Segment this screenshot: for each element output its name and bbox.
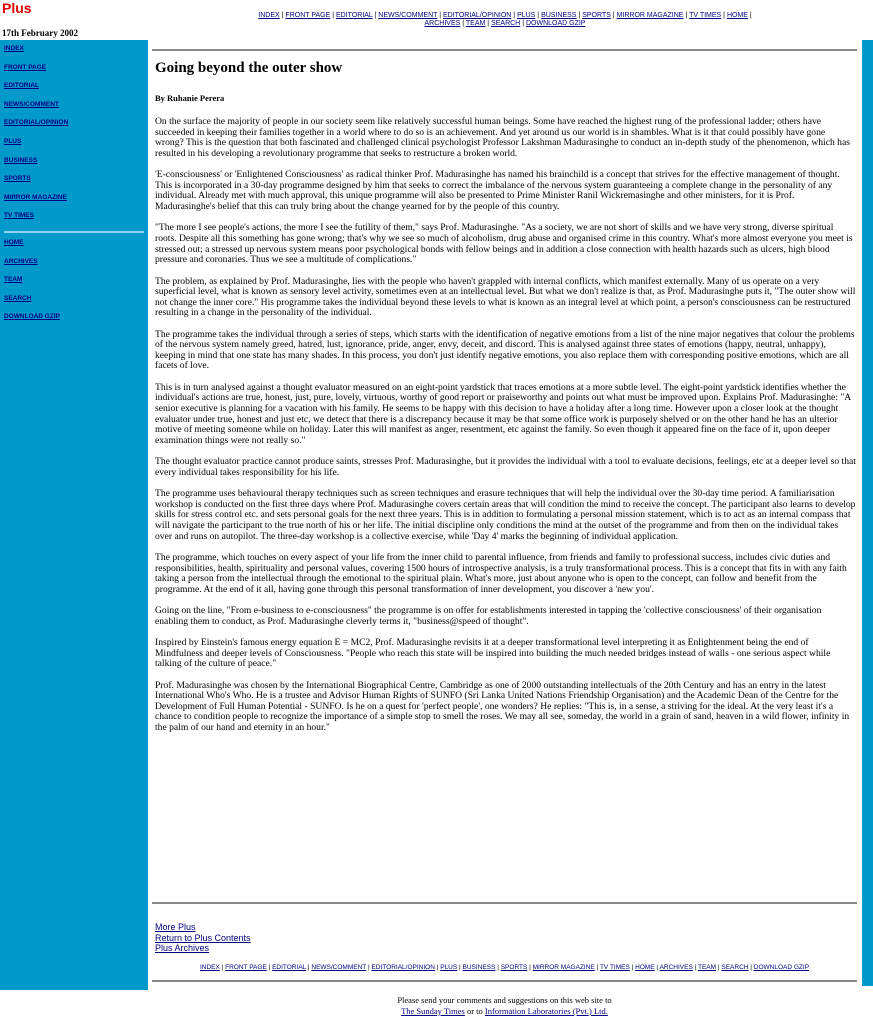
more-plus-link[interactable]: More Plus [155, 922, 196, 932]
nav-link-archives[interactable]: ARCHIVES [659, 964, 693, 971]
nav-link-mirror-magazine[interactable]: MIRROR MAGAZINE [616, 12, 684, 19]
section-title: Plus [2, 0, 32, 16]
right-strip [862, 40, 873, 986]
sidebar-item-editorial[interactable]: EDITORIAL [4, 82, 39, 90]
article-paragraph: The thought evaluator practice cannot produce saints, stresses Prof. Madurasinghe, but it provides the individual with a tool to evaluate decisions, feelings, etc at a deeper level so that every individual takes responsibility for his life. [155, 456, 856, 478]
article-paragraph: The problem, as explained by Prof. Madurasinghe, lies with the people who haven't grappled with internal conflicts, which manifest externally. Many of us operate on a very superficial level, what is known as sensory level activity, sometimes even at an intellectual level. But what we don't realize is that, as Prof. Madurasinghe puts it, "The outer show will not change the inner core." His programme takes the individual beyond these levels to what is known as an integral level at which point, a person's consciousness can be restructured resulting in a change in the personality of the individual. [155, 275, 856, 319]
issue-date: 17th February 2002 [2, 28, 78, 38]
nav-link-sports[interactable]: SPORTS [500, 964, 528, 971]
footer [152, 995, 857, 1017]
divider [152, 902, 857, 904]
nav-link-mirror-magazine[interactable]: MIRROR MAGAZINE [532, 964, 595, 971]
nav-link-news-comment[interactable]: NEWS/COMMENT [311, 964, 367, 971]
nav-link-editorial[interactable]: EDITORIAL [272, 964, 307, 971]
nav-link-plus[interactable]: PLUS [440, 964, 458, 971]
nav-link-business[interactable]: BUSINESS [462, 964, 496, 971]
sidebar-divider [4, 231, 144, 233]
sidebar-item-mirror-magazine[interactable]: MIRROR MAGAZINE [4, 193, 67, 201]
article-paragraph: Going on the line, "From e-business to e-consciousness" the programme is on offer for establishments interested in tapping the 'collective consciousness' of their organisation enabling them to conduct, as Prof. Madurasinghe cleverly terms it, "business@speed of thought". [155, 605, 822, 627]
sidebar-item-download-gzip[interactable]: DOWNLOAD GZIP [4, 313, 60, 321]
nav-link-index[interactable]: INDEX [199, 964, 220, 971]
divider [152, 980, 857, 982]
article [155, 60, 856, 744]
nav-link-sports[interactable]: SPORTS [582, 12, 611, 19]
nav-link-search[interactable]: SEARCH [491, 20, 521, 27]
nav-link-news-comment[interactable]: NEWS/COMMENT [378, 12, 438, 19]
sidebar-nav [0, 40, 148, 990]
sidebar-item-tv-times[interactable]: TV TIMES [4, 212, 34, 220]
sidebar-item-search[interactable]: SEARCH [4, 294, 32, 302]
nav-link-editorial-opinion[interactable]: EDITORIAL/OPINION [443, 12, 512, 19]
nav-link-business[interactable]: BUSINESS [541, 12, 577, 19]
sidebar-item-editorial-opinion[interactable]: EDITORIAL/OPINION [4, 119, 69, 127]
plus-archives-link[interactable]: Plus Archives [155, 943, 210, 953]
nav-link-tv-times[interactable]: TV TIMES [599, 964, 630, 971]
sidebar-item-team[interactable]: TEAM [4, 276, 23, 284]
nav-link-team[interactable]: TEAM [698, 964, 717, 971]
top-nav: INDEX | FRONT PAGE | EDITORIAL | NEWS/COMMENT | EDITORIAL/OPINION | PLUS | BUSINESS | SPORTS | MIRROR MAGAZINE | TV TIMES | HOME | ARCHIVES | TEAM | SEARCH | DOWNLOAD GZIP [258, 12, 752, 27]
article-paragraph: Prof. Madurasinghe was chosen by the International Biographical Centre, Cambridge as one of 2000 outstanding intellectuals of the 20th Century and has an entry in the latest International Who's Who. He is a trustee and Advisor Human Rights of SUNFO (Sri Lanka United Nations Friendship Organisation) and the Academic Dean of the Centre for the Development of Full Human Potential - SUNFO. Is he on a quest for 'perfect people', one wonders? He replies: "This is, in a sense, a striving for the ideal. At the very least it's a chance to condition people to recognize the importance of a simple stop to smell the roses. We may all see, someday, the world in a grain of sand, heaven in a wild flower, infinity in the palm of our hand and eternity in an hour." [155, 679, 850, 734]
bottom-nav: INDEX | FRONT PAGE | EDITORIAL | NEWS/COMMENT | EDITORIAL/OPINION | PLUS | BUSINESS | SPORTS | MIRROR MAGAZINE | TV TIMES | HOME | ARCHIVES | TEAM | SEARCH | DOWNLOAD GZIP [199, 964, 810, 971]
nav-link-editorial-opinion[interactable]: EDITORIAL/OPINION [371, 964, 435, 971]
article-paragraph: 'E-consciousness' or 'Enlightened Consciousness' as radical thinker Prof. Madurasinghe has named his brainchild is a concept that strives for the effective management of thought. This is incorporated in a 30-day programme designed by him that seeks to correct the imbalance of the nervous system guaranteeing a complete change in the personality of any individual. Already met with much approval, this unique programme will also be presented to Prime Minister Ranil Wickremasinghe and other ministers, for it is Prof. Madurasinghe's belief that this can truly bring about the change yearned for by the people of this country. [155, 169, 840, 212]
footer-or: or to [464, 1006, 485, 1016]
nav-link-archives[interactable]: ARCHIVES [424, 20, 461, 27]
nav-link-download-gzip[interactable]: DOWNLOAD GZIP [525, 20, 586, 27]
article-paragraph: The programme, which touches on every aspect of your life from the inner child to parental influence, from friends and family to professional success, includes civic duties and responsibilities, health, spirituality and personal values, covering 1500 hours of introspective analysis, is a truly transformational process. This is a concept that fits in with any faith taking a person from the intellectual through the emotional to the spiritual plain. What's more, just about anyone who is open to the concept, can follow and benefit from the programme. At the end of it all, having gone through this personal transformation of inner development, you discover a 'new you'. [155, 551, 847, 595]
article-paragraph: The programme uses behavioural therapy techniques such as screen techniques and erasure techniques that will help the individual over the 30-day time period. A familiarisation workshop is conducted on the first three days where Prof. Madurasinghe covers certain areas that will condition the mind to receive the concept. The participant also learns to develop skills for stress control etc. and sets personal goals for the next three years. This is in addition to formulating a personal mission statement, which is to act as an internal compass that will navigate the participant to the true north of his or her life. The initial discipline only conditions the mind at the outset of the programme and from then on the individual takes over and runs on autopilot. The three-day workshop is a collective exercise, while 'Day 4' marks the beginning of individual application. [155, 488, 856, 542]
nav-link-home[interactable]: HOME [635, 964, 655, 971]
sidebar-item-home[interactable]: HOME [4, 238, 24, 246]
article-paragraph: "The more I see people's actions, the more I see the futility of them," says Prof. Madurasinghe. "As a society, we are not short of skills and we have very strong, diverse spiritual roots. Despite all this something has gone wrong; that's why we see so much of alcoholism, drug abuse and organised crime in this country. What's more almost everyone you meet is stressed out; a stressed up nervous system means poor psychological bonds with fellow beings and in addition a close connection with health hazards such as ulcers, high blood pressure and coronaries. Thus we see a multitude of complications." [155, 222, 853, 266]
article-paragraph: This is in turn analysed against a thought evaluator measured on an eight-point yardstick that traces emotions at a more subtle level. The eight-point yardstick identifies whether the individual's actions are true, honest, just, pure, lovely, virtuous, worthy of good report or praiseworthy and points out what must be improved upon. Explains Prof. Madurasinghe: "A senior executive is planning for a vacation with his family. He seems to be happy with this decision to have a holiday after a long time. However upon a closer look at the thought evaluator under true, honest and just etc, we detect that there is a discrepancy because it may be that some office work is purposely shelved or on the other hand he has an ulterior motive of meeting someone while on holiday. Later this will manifest as anger, resentment, etc against the family. So even though it appeared fine on the face of it, upon deeper examination things were not really so." [155, 381, 851, 446]
article-paragraph: The programme takes the individual through a series of steps, which starts with the identification of negative emotions from a list of the nine major negatives that colour the problems of the nervous system namely greed, hatred, lust, ignorance, pride, anger, envy, deceit, and discord. This is analysed against three states of emotions (happy, neutral, unhappy), keeping in mind that one state has many shades. In this process, you don't just identify negative emotions, you also replace them with corresponding positive emotions, which are all facets of love. [155, 328, 855, 372]
nav-link-search[interactable]: SEARCH [721, 964, 749, 971]
sidebar-item-news-comment[interactable]: NEWS/COMMENT [4, 100, 59, 108]
nav-link-tv-times[interactable]: TV TIMES [689, 12, 722, 19]
infolabs-link[interactable]: Information Laboratories (Pvt.) Ltd. [484, 1006, 608, 1016]
sidebar-item-sports[interactable]: SPORTS [4, 175, 31, 183]
nav-link-editorial[interactable]: EDITORIAL [336, 12, 373, 19]
sidebar-item-business[interactable]: BUSINESS [4, 156, 38, 164]
footer-text: Please send your comments and suggestions on this web site to [397, 995, 612, 1005]
article-paragraph: Inspired by Einstein's famous energy equation E = MC2, Prof. Madurasinghe revisits it at a deeper transformational level interpreting it as Enlightenment being the end of Mindfulness and deeper levels of Consciousness. "People who reach this state will be inspired into building the much needed bridges instead of walls - one serious aspect while talking of the culture of peace." [155, 637, 831, 670]
sidebar-item-plus[interactable]: PLUS [4, 137, 22, 145]
nav-link-plus[interactable]: PLUS [517, 12, 536, 19]
nav-link-team[interactable]: TEAM [465, 20, 486, 27]
related-links [155, 922, 251, 954]
nav-link-index[interactable]: INDEX [258, 12, 280, 19]
sidebar-item-front-page[interactable]: FRONT PAGE [4, 63, 47, 71]
sunday-times-link[interactable]: The Sunday Times [401, 1006, 465, 1016]
nav-link-download-gzip[interactable]: DOWNLOAD GZIP [753, 964, 810, 971]
nav-link-home[interactable]: HOME [726, 12, 748, 19]
return-contents-link[interactable]: Return to Plus Contents [155, 932, 251, 943]
article-title: Going beyond the outer show [155, 60, 343, 76]
nav-link-front-page[interactable]: FRONT PAGE [285, 12, 331, 19]
sidebar-item-index[interactable]: INDEX [4, 45, 24, 52]
byline: By Ruhanie Perera [155, 93, 225, 103]
divider [152, 49, 857, 51]
sidebar-item-archives[interactable]: ARCHIVES [4, 257, 38, 265]
article-paragraph: On the surface the majority of people in our society seem like relatively successful human beings. Some have reached the highest rung of the professional ladder; others have succeeded in keeping their families together in a world where to do so is an achievement. And yet around us our world is in shambles. What is it that could possibly have gone wrong? This is the question that both fascinated and challenged clinical psychologist Professor Lakshman Madurasinghe to conduct an in-depth study of the phenomenon, which has resulted in his developing a revolutionary programme that seeks to restructure a broken world. [155, 116, 850, 159]
nav-link-front-page[interactable]: FRONT PAGE [225, 964, 267, 971]
